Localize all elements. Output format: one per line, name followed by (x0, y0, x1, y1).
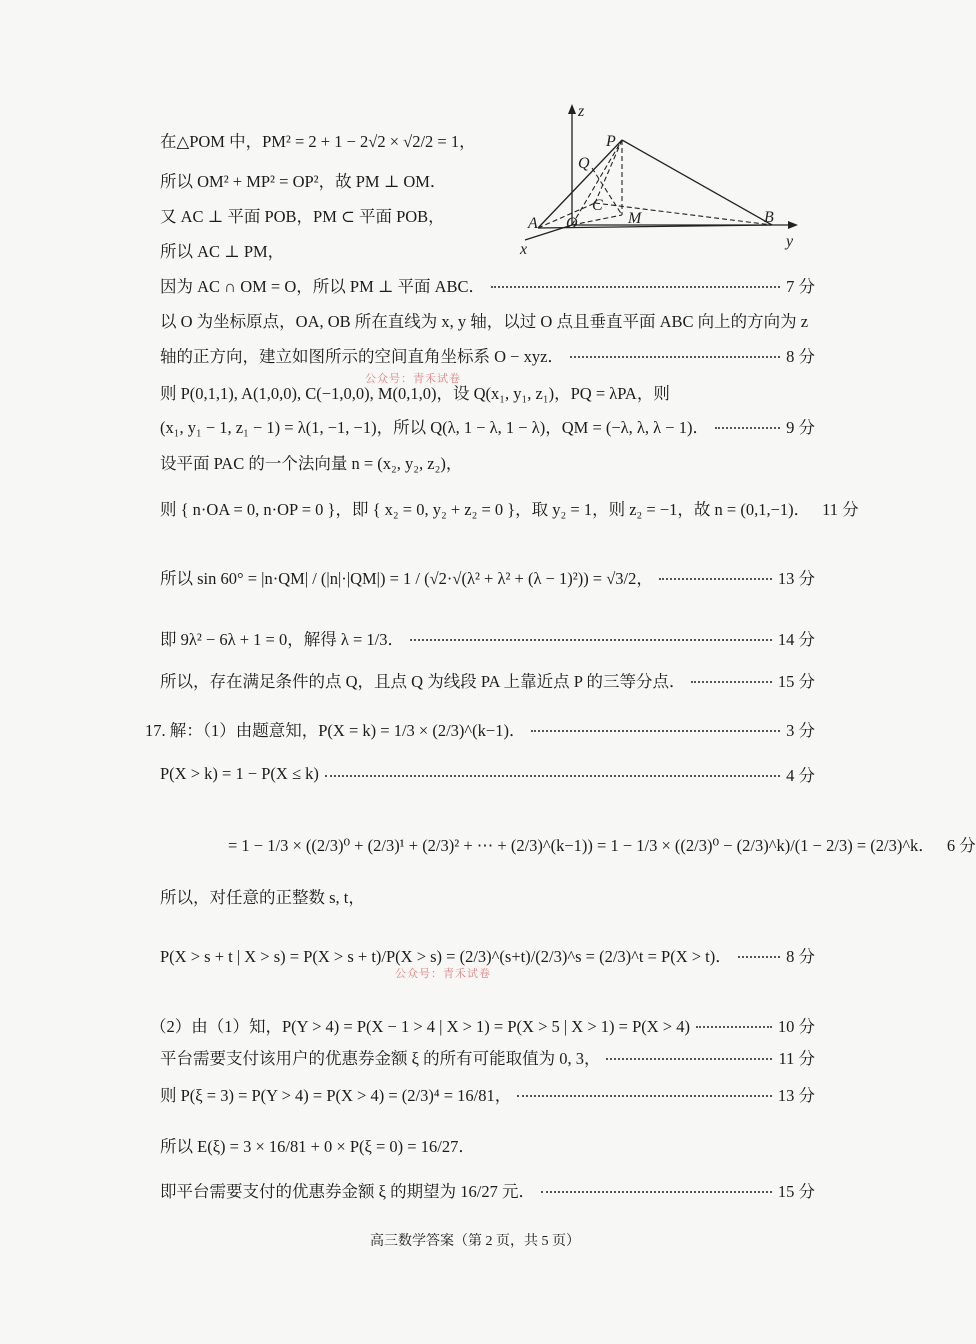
solution-line: P(X > k) = 1 − P(X ≤ k) 4 分 (160, 764, 815, 785)
solution-line: 所以 OM² + MP² = OP²，故 PM ⊥ OM． (160, 172, 447, 191)
solution-line: 即平台需要支付的优惠券金额 ξ 的期望为 16/27 元． 15 分 (160, 1178, 815, 1202)
score: 9 分 (786, 418, 815, 437)
label-C: C (592, 197, 603, 214)
solution-line: 所以 AC ⊥ PM， (160, 242, 285, 261)
label-A: A (528, 215, 538, 232)
score: 8 分 (786, 947, 815, 966)
score: 4 分 (786, 766, 815, 785)
label-x: x (520, 241, 528, 258)
label-O: O (566, 215, 578, 232)
solution-line: 则 { n·OA = 0, n·OP = 0 }，即 { x₂ = 0, y₂ + z₂ = 0 }，取 y₂ = 1，则 z₂ = −1，故 n = (0,1,−1)． 11 分 (160, 496, 815, 520)
solution-line: (x₁, y₁ − 1, z₁ − 1) = λ(1, −1, −1)，所以 Q(λ, 1 − λ, 1 − λ)，QM = (−λ, λ, λ − 1)． 9 分 (160, 414, 815, 438)
score: 11 分 (822, 500, 859, 519)
score: 10 分 (777, 1017, 815, 1036)
score: 6 分 (946, 836, 976, 855)
label-Q: Q (578, 155, 590, 172)
geometry-figure (510, 100, 810, 260)
label-P: P (606, 133, 616, 150)
score: 13 分 (777, 569, 815, 588)
score: 13 分 (777, 1086, 815, 1105)
solution-line: （2）由（1）知，P(Y > 4) = P(X − 1 > 4 | X > 1) = P(X > 5 | X > 1) = P(X > 4) 10 分 (150, 1013, 815, 1037)
solution-line: 所以 sin 60° = |n·QM| / (|n|·|QM|) = 1 / (√2·√(λ² + λ² + (λ − 1)²)) = √3/2， 13 分 (160, 565, 815, 589)
solution-line: 在△POM 中，PM² = 2 + 1 − 2√2 × √2/2 = 1， (160, 132, 476, 151)
solution-line: 即 9λ² − 6λ + 1 = 0，解得 λ = 1/3． 14 分 (160, 626, 815, 650)
label-z: z (578, 103, 585, 120)
score: 11 分 (778, 1049, 815, 1068)
score: 14 分 (777, 630, 815, 649)
solution-line: P(X > s + t | X > s) = P(X > s + t)/P(X > s) = (2/3)^(s+t)/(2/3)^s = (2/3)^t = P(X > t)． 8 分 (160, 943, 815, 967)
page-footer: 高三数学答案（第 2 页，共 5 页） (370, 1234, 580, 1249)
label-M: M (628, 210, 642, 227)
score: 15 分 (777, 1182, 815, 1201)
solution-line: 17. 解：（1）由题意知，P(X = k) = 1/3 × (2/3)^(k−1)． 3 分 (145, 717, 815, 741)
label-y: y (786, 233, 794, 250)
watermark: 公众号：青禾试卷 (395, 967, 491, 980)
solution-line: 轴的正方向，建立如图所示的空间直角坐标系 O − xyz． 8 分 (160, 343, 815, 367)
solution-line: 设平面 PAC 的一个法向量 n = (x₂, y₂, z₂)， (160, 454, 463, 473)
solution-line: = 1 − 1/3 × ((2/3)⁰ + (2/3)¹ + (2/3)² + ⋯ + (2/3)^(k−1)) = 1 − 1/3 × ((2/3)⁰ − (2/3)^k)/(1 − 2/3) = (2/3)^k． 6 分 (228, 832, 815, 856)
solution-line: 因为 AC ∩ OM = O，所以 PM ⊥ 平面 ABC． 7 分 (160, 273, 815, 297)
score: 15 分 (777, 672, 815, 691)
label-B: B (764, 209, 774, 226)
score: 7 分 (786, 277, 815, 296)
solution-line: 所以 E(ξ) = 3 × 16/81 + 0 × P(ξ = 0) = 16/27． (160, 1137, 475, 1156)
score: 8 分 (786, 347, 815, 366)
solution-line: 平台需要支付该用户的优惠券金额 ξ 的所有可能取值为 0, 3， 11 分 (160, 1045, 815, 1069)
solution-line: 又 AC ⊥ 平面 POB，PM ⊂ 平面 POB， (160, 207, 445, 226)
solution-line: 则 P(ξ = 3) = P(Y > 4) = P(X > 4) = (2/3)⁴ = 16/81， 13 分 (160, 1082, 815, 1106)
solution-line: 以 O 为坐标原点，OA, OB 所在直线为 x, y 轴，以过 O 点且垂直平面 ABC 向上的方向为 z (160, 312, 809, 331)
score: 3 分 (786, 721, 815, 740)
solution-line: 所以，存在满足条件的点 Q，且点 Q 为线段 PA 上靠近点 P 的三等分点． 15 分 (160, 668, 815, 692)
watermark: 公众号：青禾试卷 (365, 372, 461, 385)
solution-line: 则 P(0,1,1), A(1,0,0), C(−1,0,0), M(0,1,0)，设 Q(x₁, y₁, z₁)，PQ = λPA，则 (160, 384, 670, 403)
solution-line: 所以，对任意的正整数 s, t， (160, 888, 365, 907)
